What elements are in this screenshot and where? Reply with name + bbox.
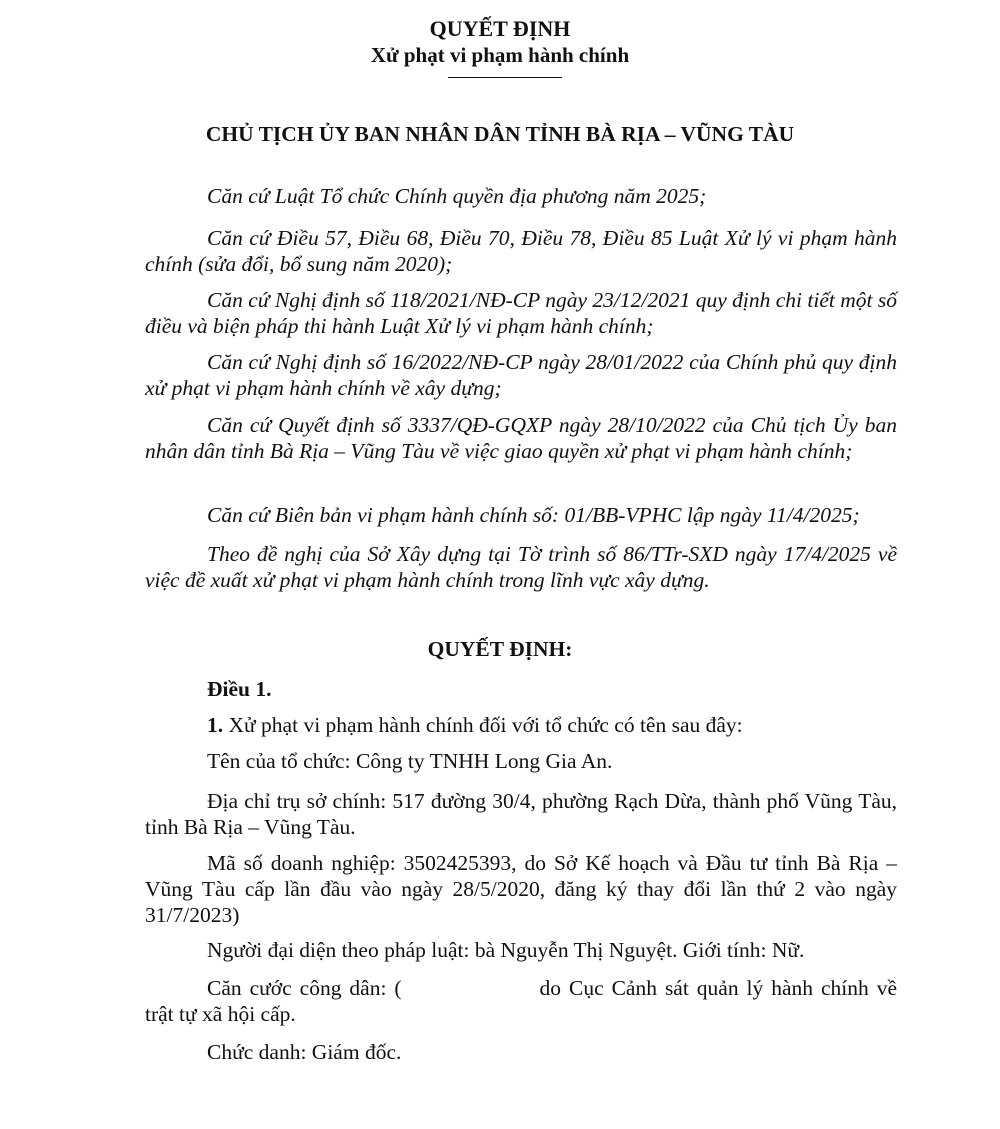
citizen-id-prefix: Căn cước công dân: (	[207, 976, 402, 1000]
clause-text: Xử phạt vi phạm hành chính đối với tổ chức có tên sau đây:	[228, 713, 743, 737]
legal-basis-5: Căn cứ Quyết định số 3337/QĐ-GQXP ngày 28/10/2022 của Chủ tịch Ủy ban nhân dân tỉnh Bà Rịa – Vũng Tàu về việc giao quyền xử phạt vi phạm hành chính;	[145, 413, 897, 463]
citizen-id	[145, 975, 897, 1027]
clause-number: 1.	[207, 713, 224, 737]
redacted-id-number	[402, 980, 540, 1000]
org-name: Tên của tổ chức: Công ty TNHH Long Gia An.	[207, 749, 613, 773]
citizen-id-suffix: do Cục Cảnh sát quản lý hành chính về trật tự xã hội cấp.	[145, 976, 897, 1026]
legal-basis-3: Căn cứ Nghị định số 118/2021/NĐ-CP ngày 23/12/2021 quy định chi tiết một số điều và biện pháp thi hành Luật Xử lý vi phạm hành chính;	[145, 288, 897, 338]
legal-basis-1: Căn cứ Luật Tổ chức Chính quyền địa phương năm 2025;	[207, 184, 707, 208]
org-address: Địa chỉ trụ sở chính: 517 đường 30/4, phường Rạch Dừa, thành phố Vũng Tàu, tỉnh Bà Rịa – Vũng Tàu.	[145, 789, 897, 839]
position-title: Chức danh: Giám đốc.	[207, 1040, 402, 1064]
decision-heading: QUYẾT ĐỊNH:	[427, 637, 573, 661]
legal-basis-4: Căn cứ Nghị định số 16/2022/NĐ-CP ngày 28/01/2022 của Chính phủ quy định xử phạt vi phạm hành chính về xây dựng;	[145, 350, 897, 400]
issuing-authority: CHỦ TỊCH ỦY BAN NHÂN DÂN TỈNH BÀ RỊA – VŨNG TÀU	[205, 122, 795, 146]
org-tax-code: Mã số doanh nghiệp: 3502425393, do Sở Kế hoạch và Đầu tư tỉnh Bà Rịa – Vũng Tàu cấp lần đầu vào ngày 28/5/2020, đăng ký thay đổi lần thứ 2 vào ngày 31/7/2023)	[145, 851, 897, 927]
legal-basis-6: Căn cứ Biên bản vi phạm hành chính số: 01/BB-VPHC lập ngày 11/4/2025;	[207, 503, 860, 527]
legal-basis-2: Căn cứ Điều 57, Điều 68, Điều 70, Điều 78, Điều 85 Luật Xử lý vi phạm hành chính (sửa đổi, bổ sung năm 2020);	[145, 226, 897, 276]
legal-representative: Người đại diện theo pháp luật: bà Nguyễn Thị Nguyệt. Giới tính: Nữ.	[207, 938, 805, 962]
legal-basis-7: Theo đề nghị của Sở Xây dựng tại Tờ trình số 86/TTr-SXD ngày 17/4/2025 về việc đề xuất xử phạt vi phạm hành chính trong lĩnh vực xây dựng.	[145, 542, 897, 592]
clause-1	[145, 712, 897, 738]
doc-subtitle: Xử phạt vi phạm hành chính	[370, 43, 630, 67]
title-divider	[448, 77, 562, 78]
article-1-heading: Điều 1.	[207, 677, 272, 701]
doc-title: QUYẾT ĐỊNH	[429, 16, 571, 41]
